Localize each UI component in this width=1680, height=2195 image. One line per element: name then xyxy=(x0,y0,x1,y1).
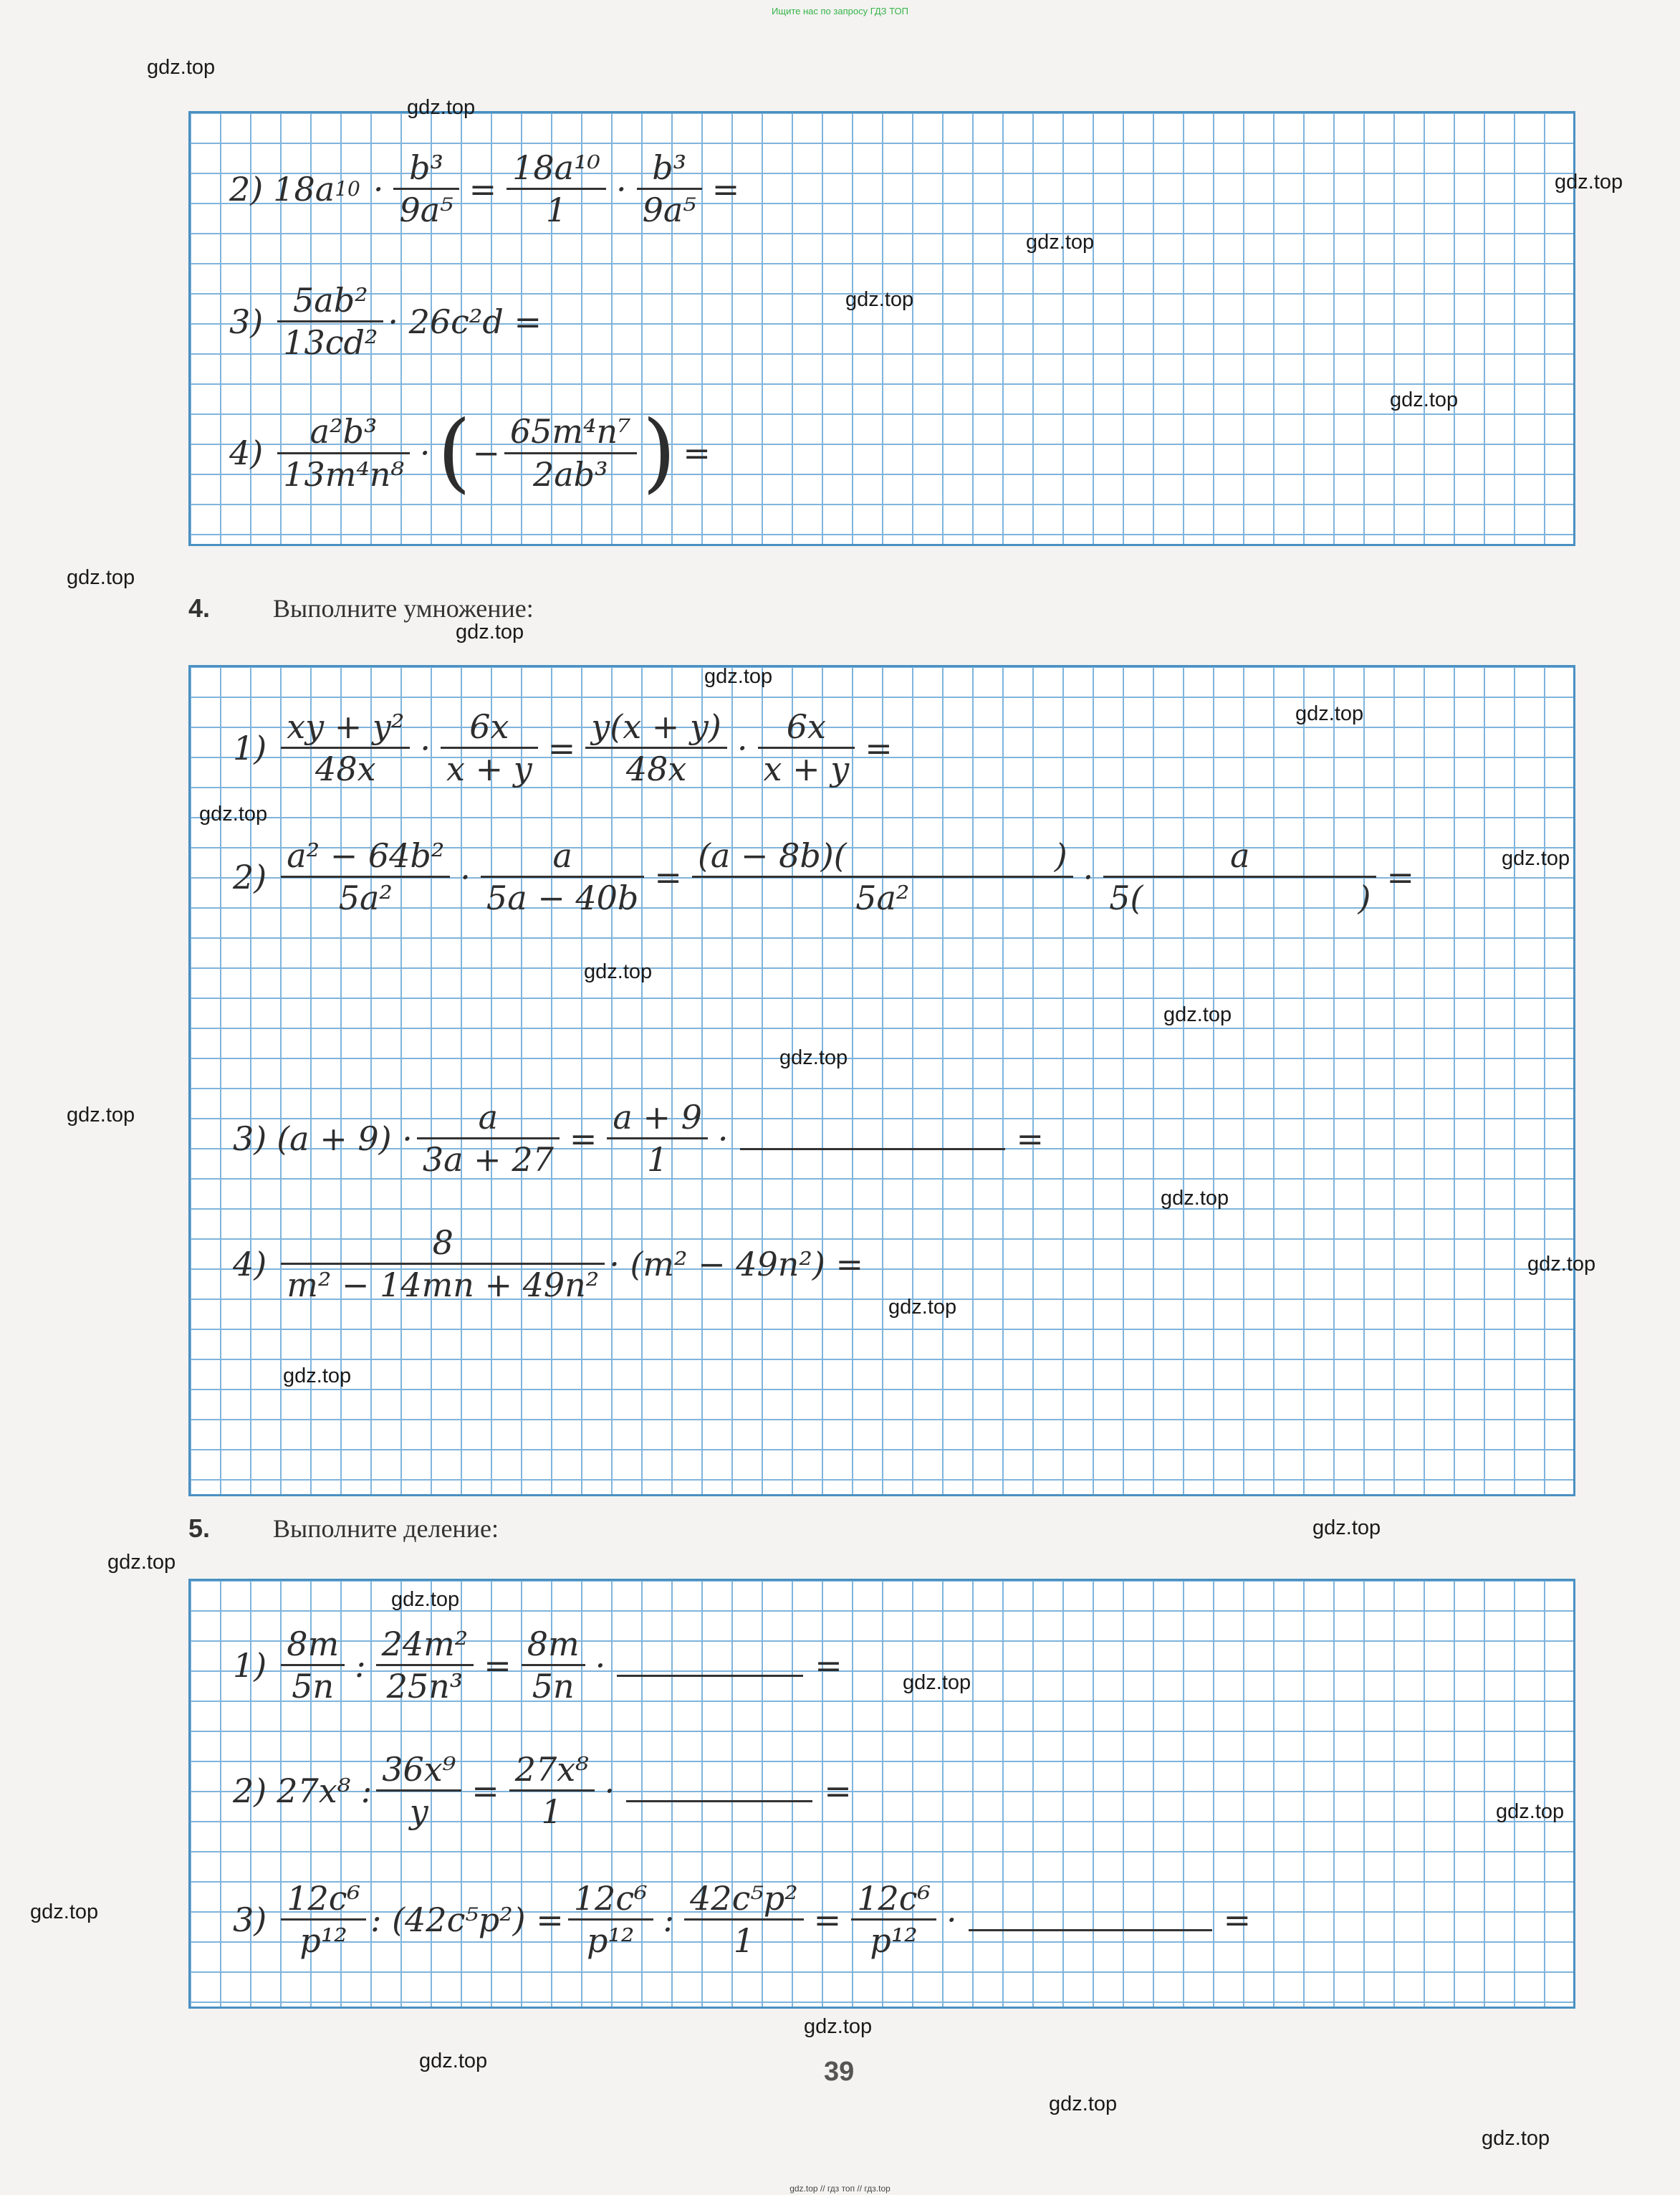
watermark: gdz.top xyxy=(888,1296,957,1319)
fraction-with-blank: $\frac{(a - 8b)( )}{\text{5a²}}$ xyxy=(692,838,1073,916)
fraction-with-blank: $\frac{a}{5( )}$ xyxy=(1103,838,1376,916)
item-number: 2) xyxy=(233,1771,267,1810)
right-paren: ) xyxy=(642,403,676,502)
watermark: gdz.top xyxy=(845,288,914,311)
fraction: $\frac{\text{18a¹⁰}}{1}$ xyxy=(507,150,606,228)
s3-item-4 xyxy=(229,403,716,502)
equals: = xyxy=(484,1645,512,1685)
s5-item-2 xyxy=(233,1752,858,1830)
section-5-heading xyxy=(188,1513,499,1544)
fraction: $\frac{a}{3a + 27}$ xyxy=(417,1100,560,1177)
item-number: 1) xyxy=(233,728,267,767)
fraction: $\frac{6x}{x + y}$ xyxy=(758,709,855,787)
watermark: gdz.top xyxy=(30,1900,99,1923)
s5-item-3 xyxy=(233,1881,1257,1959)
watermark: gdz.top xyxy=(1049,2093,1118,2115)
item-number: 1) xyxy=(233,1645,267,1685)
item-number: 3) xyxy=(233,1900,267,1939)
dot-operator: · xyxy=(1083,857,1094,896)
fraction: $\frac{a + 9}{1}$ xyxy=(607,1100,707,1177)
fraction: $\frac{6x}{x + y}$ xyxy=(441,709,538,787)
item-number: 3) xyxy=(233,1119,267,1158)
division: : xyxy=(355,1645,366,1685)
watermark: gdz.top xyxy=(704,665,773,688)
minus: − xyxy=(472,434,500,472)
watermark: gdz.top xyxy=(1527,1253,1596,1276)
watermark: gdz.top xyxy=(199,803,268,826)
answer-blank[interactable] xyxy=(617,1653,803,1677)
equals: = xyxy=(1016,1119,1045,1158)
equals: = xyxy=(865,728,893,767)
dot-operator: · xyxy=(595,1645,606,1685)
fraction: $\frac{\text{xy + y²}}{48x}$ xyxy=(281,709,410,787)
dot-operator: · xyxy=(615,169,627,209)
watermark: gdz.top xyxy=(147,56,216,79)
answer-blank[interactable] xyxy=(626,1779,812,1802)
watermark: gdz.top xyxy=(419,2050,488,2072)
dot-operator: · xyxy=(420,728,431,767)
s4-item-1 xyxy=(233,709,898,787)
watermark: gdz.top xyxy=(283,1364,352,1387)
fraction: $\frac{\text{12c⁶}}{\text{p¹²}}$ xyxy=(281,1881,366,1959)
fraction: $\frac{8m}{5n}$ xyxy=(522,1627,585,1704)
watermark: gdz.top xyxy=(391,1588,460,1611)
s3-item-2 xyxy=(229,150,745,228)
watermark: gdz.top xyxy=(1026,231,1095,254)
equals: = xyxy=(469,169,497,209)
expression-middle: : (42c⁵p²) = xyxy=(370,1900,564,1939)
watermark: gdz.top xyxy=(1496,1800,1565,1823)
watermark: gdz.top xyxy=(1163,1003,1232,1026)
item-number: 2) xyxy=(229,169,264,209)
fraction: $\frac{\text{24m²}}{\text{25n³}}$ xyxy=(376,1627,474,1704)
dot-operator: · xyxy=(604,1771,615,1810)
dot-operator: · xyxy=(736,728,748,767)
fraction: $\frac{\text{5ab²}}{\text{13cd²}}$ xyxy=(277,283,383,360)
fraction: $\frac{\text{12c⁶}}{\text{p¹²}}$ xyxy=(851,1881,936,1959)
watermark: gdz.top xyxy=(1161,1187,1229,1210)
s4-item-2 xyxy=(233,838,1420,916)
dot-operator: · xyxy=(373,169,384,209)
item-number: 4) xyxy=(233,1244,267,1283)
equals: = xyxy=(813,1900,842,1939)
fraction: $\frac{a}{5a - 40b}$ xyxy=(481,838,644,916)
equals: = xyxy=(654,857,682,896)
item-number: 2) xyxy=(233,857,267,896)
equals: = xyxy=(547,728,576,767)
equals: = xyxy=(815,1645,843,1685)
section-number: 5. xyxy=(188,1513,211,1543)
page-number: 39 xyxy=(824,2057,855,2087)
watermark: gdz.top xyxy=(1482,2127,1550,2150)
dot-operator: · xyxy=(717,1119,729,1158)
equals: = xyxy=(824,1771,852,1810)
fraction: $\frac{\text{a²b³}}{\text{13m⁴n⁸}}$ xyxy=(277,414,410,492)
equals: = xyxy=(1223,1900,1252,1939)
watermark: gdz.top xyxy=(779,1046,848,1069)
bottom-banner: gdz.top // гдз топ // гдз.top xyxy=(789,2184,891,2194)
division: : xyxy=(663,1900,675,1939)
equals: = xyxy=(471,1771,499,1810)
fraction: $\frac{\text{65m⁴n⁷}}{\text{2ab³}}$ xyxy=(504,414,637,492)
item-number: 4) xyxy=(229,434,264,472)
expression-rest: · 26c²d = xyxy=(388,302,542,341)
watermark: gdz.top xyxy=(67,1104,135,1127)
s3-item-3 xyxy=(229,281,542,363)
equals: = xyxy=(569,1119,597,1158)
section-title: Выполните умножение: xyxy=(273,594,534,623)
s3-2-exp: 10 xyxy=(335,177,360,201)
watermark: gdz.top xyxy=(804,2015,873,2038)
dot-operator: · xyxy=(460,857,471,896)
watermark: gdz.top xyxy=(584,960,653,983)
watermark: gdz.top xyxy=(1555,171,1623,193)
dot-operator: · xyxy=(419,434,431,472)
s4-item-3 xyxy=(233,1098,1050,1180)
watermark: gdz.top xyxy=(1390,388,1459,411)
section-number: 4. xyxy=(188,593,211,623)
expression-prefix: 27x⁸ : xyxy=(277,1771,373,1810)
fraction: $\frac{\text{b³}}{\text{9a⁵}}$ xyxy=(637,150,702,228)
watermark: gdz.top xyxy=(903,1671,971,1694)
answer-blank[interactable] xyxy=(969,1908,1212,1931)
fraction: $\frac{y(x + y)}{48x}$ xyxy=(585,709,727,787)
watermark: gdz.top xyxy=(407,96,476,119)
grid-section-4 xyxy=(188,665,1575,1496)
watermark: gdz.top xyxy=(456,621,524,644)
top-banner: Ищите нас по запросу ГДЗ ТОП xyxy=(772,6,908,16)
watermark: gdz.top xyxy=(1502,847,1570,870)
expression-rest: · (m² − 49n²) = xyxy=(609,1244,863,1283)
fraction: $\frac{\text{a² − 64b²}}{\text{5a²}}$ xyxy=(281,838,450,916)
watermark: gdz.top xyxy=(1295,702,1364,725)
item-number: 3) xyxy=(229,302,264,341)
section-4-heading xyxy=(188,593,534,623)
s3-2-coef: 18a xyxy=(273,169,335,209)
fraction: $\frac{\text{12c⁶}}{\text{p¹²}}$ xyxy=(568,1881,653,1959)
equals: = xyxy=(1386,857,1414,896)
watermark: gdz.top xyxy=(1312,1516,1381,1539)
equals: = xyxy=(711,169,740,209)
fraction: $\frac{\text{27x⁸}}{1}$ xyxy=(509,1752,595,1830)
answer-blank[interactable] xyxy=(740,1127,1005,1150)
watermark: gdz.top xyxy=(67,566,135,589)
dot-operator: · xyxy=(946,1900,957,1939)
equals: = xyxy=(683,434,711,472)
fraction: $\frac{\text{b³}}{\text{9a⁵}}$ xyxy=(393,150,459,228)
fraction: $\frac{\text{42c⁵p²}}{1}$ xyxy=(684,1881,804,1959)
left-paren: ( xyxy=(437,403,471,502)
watermark: gdz.top xyxy=(107,1551,176,1574)
fraction: $\frac{8m}{5n}$ xyxy=(281,1627,345,1704)
fraction: $\frac{\text{36x⁹}}{y}$ xyxy=(376,1752,461,1830)
fraction: $\frac{8}{\text{m² − 14mn + 49n²}}$ xyxy=(281,1225,605,1303)
s4-item-4 xyxy=(233,1225,863,1303)
s5-item-1 xyxy=(233,1627,848,1704)
section-title: Выполните деление: xyxy=(273,1514,499,1543)
expression-prefix: (a + 9) · xyxy=(277,1119,413,1158)
